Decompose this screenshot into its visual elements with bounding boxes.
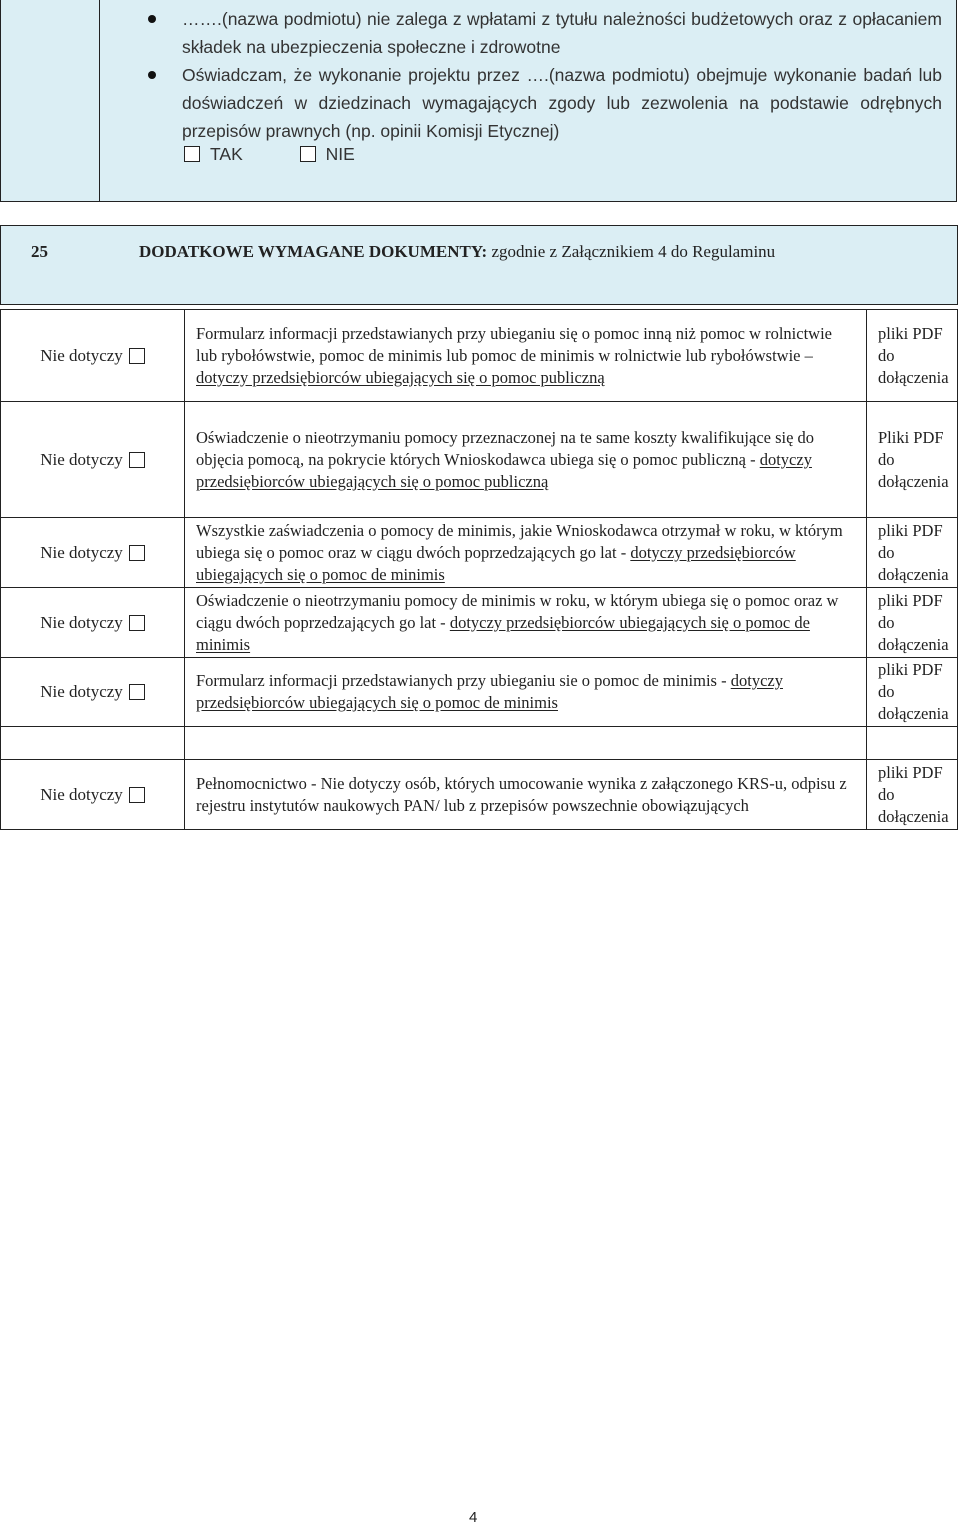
document-text: Pełnomocnictwo - Nie dotyczy osób, których umocowanie wynika z załączonego KRS-u, odpisu z rejestru instytutów naukowych PAN/ lub z przepisów powszechnie obowiązujących bbox=[196, 773, 847, 815]
bullet-dot bbox=[148, 15, 156, 23]
document-description bbox=[185, 518, 867, 588]
statement-text: Oświadczam, że wykonanie projektu przez ….(nazwa podmiotu) obejmuje wykonanie badań lub doświadczeń w dziedzinach wymagających zgody lub zezwolenia na podstawie odrębnych przepisów prawnych (np. opinii Komisji Etycznej) bbox=[182, 65, 942, 141]
not-applicable-label: Nie dotyczy bbox=[40, 345, 123, 365]
statement-text: …….(nazwa podmiotu) nie zalega z wpłatami z tytułu należności budżetowych oraz z opłacaniem składek na ubezpieczenia społeczne i zdrowotne bbox=[182, 9, 942, 57]
not-applicable-checkbox[interactable] bbox=[129, 615, 145, 631]
documents-table bbox=[0, 309, 958, 830]
table-row bbox=[1, 310, 958, 402]
table-row-empty bbox=[1, 727, 958, 760]
not-applicable-label: Nie dotyczy bbox=[40, 682, 123, 701]
document-description bbox=[185, 760, 867, 830]
table-row bbox=[1, 658, 958, 727]
document-text: Formularz informacji przedstawianych przy ubieganiu się o pomoc inną niż pomoc w rolnictwie lub rybołówstwie, pomoc de minimis lub pomoc de minimis w rolnictwie lub rybołówstwie – bbox=[196, 323, 832, 365]
attach-pdf-cell[interactable]: pliki PDF do dołączenia bbox=[867, 518, 958, 588]
attach-pdf-cell[interactable]: Pliki PDF do dołączenia bbox=[867, 402, 958, 518]
not-applicable-cell bbox=[1, 658, 185, 727]
bullet-dot bbox=[148, 71, 156, 79]
document-applicability: dotyczy przedsiębiorców ubiegających się o pomoc publiczną bbox=[196, 449, 812, 491]
attach-pdf-cell[interactable]: pliki PDF do dołączenia bbox=[867, 588, 958, 658]
not-applicable-cell bbox=[1, 402, 185, 518]
document-description bbox=[185, 588, 867, 658]
document-text: Formularz informacji przedstawianych przy ubieganiu sie o pomoc de minimis - bbox=[196, 671, 731, 690]
document-description bbox=[185, 310, 867, 402]
table-row bbox=[1, 588, 958, 658]
no-label: NIE bbox=[325, 144, 355, 164]
not-applicable-checkbox[interactable] bbox=[129, 684, 145, 700]
empty-cell bbox=[185, 727, 867, 760]
section-title-bold: DODATKOWE WYMAGANE DOKUMENTY: bbox=[139, 242, 488, 261]
document-text: Oświadczenie o nieotrzymaniu pomocy przeznaczonej na te same koszty kwalifikujące się do objęcia pomocą, na pokrycie których Wnioskodawca ubiega się o pomoc publiczną - bbox=[196, 427, 815, 469]
section-header bbox=[0, 225, 958, 305]
not-applicable-cell bbox=[1, 310, 185, 402]
yes-no-choice bbox=[184, 144, 407, 165]
not-applicable-cell bbox=[1, 760, 185, 830]
empty-cell bbox=[1, 727, 185, 760]
not-applicable-cell bbox=[1, 518, 185, 588]
yes-checkbox[interactable] bbox=[184, 146, 200, 162]
attach-pdf-cell[interactable]: pliki PDF do dołączenia bbox=[867, 658, 958, 727]
statements-gutter bbox=[1, 0, 100, 201]
section-title bbox=[139, 242, 775, 262]
document-text: Oświadczenie o nieotrzymaniu pomocy de minimis w roku, w którym ubiega się o pomoc oraz w ciągu dwóch poprzedzających go lat - bbox=[196, 590, 839, 632]
document-applicability: dotyczy przedsiębiorców ubiegających się o pomoc de minimis bbox=[196, 612, 810, 654]
not-applicable-label: Nie dotyczy bbox=[40, 612, 123, 632]
table-row bbox=[1, 518, 958, 588]
document-applicability: dotyczy przedsiębiorców ubiegających się o pomoc de minimis bbox=[196, 671, 783, 712]
not-applicable-label: Nie dotyczy bbox=[40, 784, 123, 804]
not-applicable-checkbox[interactable] bbox=[129, 348, 145, 364]
not-applicable-label: Nie dotyczy bbox=[40, 449, 123, 469]
document-applicability: dotyczy przedsiębiorców ubiegających się o pomoc publiczną bbox=[196, 367, 605, 387]
yes-label: TAK bbox=[210, 144, 243, 164]
document-text: Wszystkie zaświadczenia o pomocy de minimis, jakie Wnioskodawca otrzymał w roku, w którym ubiega się o pomoc oraz w ciągu dwóch poprzedzających go lat - bbox=[196, 520, 843, 562]
page-number: 4 bbox=[469, 1509, 478, 1526]
table-row bbox=[1, 760, 958, 830]
not-applicable-checkbox[interactable] bbox=[129, 545, 145, 561]
document-applicability: dotyczy przedsiębiorców ubiegających się o pomoc de minimis bbox=[196, 542, 796, 584]
not-applicable-checkbox[interactable] bbox=[129, 787, 145, 803]
section-number: 25 bbox=[31, 242, 48, 261]
document-description bbox=[185, 402, 867, 518]
document-description bbox=[185, 658, 867, 727]
not-applicable-label: Nie dotyczy bbox=[40, 542, 123, 562]
not-applicable-checkbox[interactable] bbox=[129, 452, 145, 468]
table-row bbox=[1, 402, 958, 518]
attach-pdf-cell[interactable]: pliki PDF do dołączenia bbox=[867, 310, 958, 402]
section-title-rest: zgodnie z Załącznikiem 4 do Regulaminu bbox=[487, 242, 776, 261]
empty-cell bbox=[867, 727, 958, 760]
no-checkbox[interactable] bbox=[300, 146, 316, 162]
not-applicable-cell bbox=[1, 588, 185, 658]
attach-pdf-cell[interactable]: pliki PDF do dołączenia bbox=[867, 760, 958, 830]
